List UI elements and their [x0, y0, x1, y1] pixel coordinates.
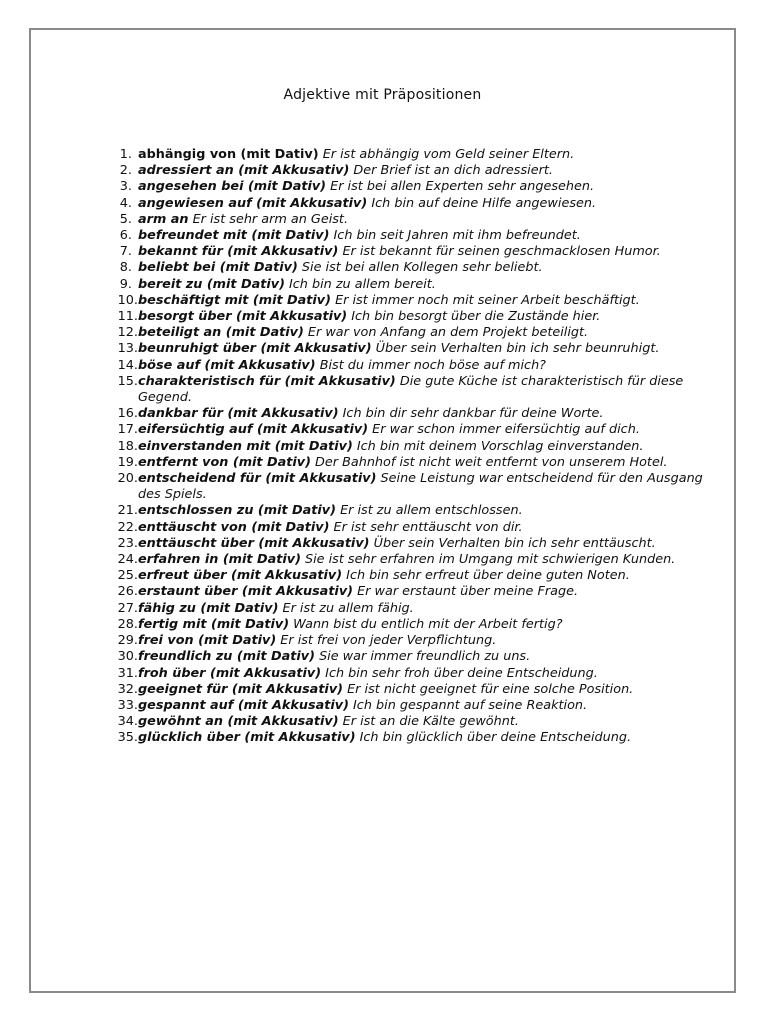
item-text — [138, 293, 710, 309]
case-label: (mit Dativ) — [274, 438, 353, 454]
list-item — [110, 293, 710, 309]
adjective-preposition: froh über — [138, 665, 206, 681]
item-number: 17. — [117, 422, 138, 438]
adjective-preposition: dankbar für — [138, 406, 223, 422]
list-item — [110, 325, 710, 341]
example-sentence: Er ist an die Kälte gewöhnt. — [342, 714, 519, 730]
adjective-preposition: fähig zu — [138, 600, 196, 616]
case-label: (mit Dativ) — [198, 633, 277, 649]
item-term — [138, 293, 331, 308]
example-sentence: Die gute Küche ist charakteristisch für diese Gegend. — [138, 373, 684, 406]
list-item — [110, 277, 710, 293]
case-label: (mit Akkusativ) — [227, 714, 339, 730]
case-label: (mit Akkusativ) — [258, 535, 370, 551]
list-item — [110, 617, 710, 633]
item-term — [138, 633, 276, 648]
example-sentence: Ich bin sehr froh über deine Entscheidung. — [325, 665, 598, 681]
case-label: (mit Akkusativ) — [260, 341, 372, 357]
case-label: (mit Akkusativ) — [227, 406, 339, 422]
item-text — [138, 196, 710, 212]
item-term — [138, 228, 329, 243]
example-sentence: Der Brief ist an dich adressiert. — [353, 163, 553, 179]
list-item — [110, 503, 710, 519]
list-item — [110, 341, 710, 357]
document-page — [29, 28, 736, 993]
item-text — [138, 714, 710, 730]
item-term — [138, 520, 329, 535]
item-text — [138, 601, 710, 617]
item-term — [138, 244, 338, 259]
item-number: 14. — [117, 357, 138, 373]
item-number: 35. — [117, 730, 138, 746]
adjective-preposition: beliebt bei — [138, 260, 216, 276]
adjective-preposition: beunruhigt über — [138, 341, 256, 357]
vocabulary-list — [110, 147, 710, 747]
item-term — [138, 471, 376, 486]
adjective-preposition: gewöhnt an — [138, 714, 223, 730]
case-label: (mit Dativ) — [206, 276, 285, 292]
item-term — [138, 439, 353, 454]
example-sentence: Er ist frei von jeder Verpflichtung. — [280, 633, 497, 649]
list-item — [110, 309, 710, 325]
case-label: (mit Akkusativ) — [244, 730, 356, 746]
item-text — [138, 179, 710, 195]
item-text — [138, 730, 710, 746]
list-item — [110, 374, 710, 406]
adjective-preposition: abhängig von — [138, 147, 237, 162]
example-sentence: Er ist sehr arm an Geist. — [192, 211, 349, 227]
case-label: (mit Akkusativ) — [227, 244, 339, 260]
item-term — [138, 617, 289, 632]
list-item — [110, 520, 710, 536]
item-text — [138, 682, 710, 698]
case-label: (mit Dativ) — [252, 292, 331, 308]
example-sentence: Sie war immer freundlich zu uns. — [319, 649, 531, 665]
item-number: 16. — [117, 406, 138, 422]
item-number: 21. — [117, 503, 138, 519]
item-text — [138, 649, 710, 665]
item-text — [138, 698, 710, 714]
page-title: Adjektive mit Präpositionen — [283, 87, 482, 103]
list-item — [110, 212, 710, 228]
adjective-preposition: fertig mit — [138, 616, 207, 632]
case-label: (mit Dativ) — [240, 147, 319, 162]
item-term — [138, 649, 315, 664]
item-text — [138, 244, 710, 260]
example-sentence: Er war von Anfang an dem Projekt beteiligt. — [307, 325, 589, 341]
item-number: 4. — [119, 195, 132, 211]
list-item — [110, 536, 710, 552]
item-text — [138, 471, 710, 503]
example-sentence: Bist du immer noch böse auf mich? — [319, 357, 546, 373]
item-term — [138, 212, 188, 227]
adjective-preposition: enttäuscht über — [138, 535, 254, 551]
case-label: (mit Dativ) — [257, 503, 336, 519]
item-number: 3. — [119, 179, 132, 195]
item-term — [138, 714, 339, 729]
adjective-preposition: glücklich über — [138, 730, 240, 746]
item-number: 15. — [117, 373, 138, 389]
adjective-preposition: böse auf — [138, 357, 201, 373]
example-sentence: Ich bin glücklich über deine Entscheidung. — [359, 730, 632, 746]
adjective-preposition: charakteristisch für — [138, 373, 281, 389]
item-term — [138, 277, 285, 292]
item-number: 12. — [117, 325, 138, 341]
case-label: (mit Dativ) — [200, 600, 279, 616]
item-number: 20. — [117, 471, 138, 487]
example-sentence: Ich bin besorgt über die Zustände hier. — [351, 309, 601, 325]
case-label: (mit Akkusativ) — [209, 665, 322, 681]
case-label: (mit Akkusativ) — [256, 422, 369, 438]
item-term — [138, 196, 367, 211]
item-number: 22. — [117, 519, 138, 535]
item-text — [138, 666, 710, 682]
item-term — [138, 455, 311, 470]
list-item — [110, 260, 710, 276]
case-label: (mit Akkusativ) — [256, 195, 368, 211]
list-item — [110, 358, 710, 374]
list-item — [110, 439, 710, 455]
example-sentence: Der Bahnhof ist nicht weit entfernt von unserem Hotel. — [315, 454, 668, 470]
adjective-preposition: angewiesen auf — [138, 195, 252, 211]
case-label: (mit Akkusativ) — [204, 357, 316, 373]
case-label: (mit Dativ) — [219, 260, 298, 276]
item-text — [138, 568, 710, 584]
item-number: 23. — [117, 535, 138, 551]
list-item — [110, 730, 710, 746]
case-label: (mit Dativ) — [232, 454, 311, 470]
example-sentence: Wann bist du entlich mit der Arbeit fertig? — [293, 616, 563, 632]
example-sentence: Er war erstaunt über meine Frage. — [357, 584, 579, 600]
item-text — [138, 633, 710, 649]
item-term — [138, 568, 342, 583]
item-number: 28. — [117, 616, 138, 632]
example-sentence: Er ist bei allen Experten sehr angesehen. — [330, 179, 595, 195]
item-text — [138, 374, 710, 406]
item-term — [138, 601, 278, 616]
adjective-preposition: frei von — [138, 633, 194, 649]
adjective-preposition: entfernt von — [138, 454, 229, 470]
example-sentence: Über sein Verhalten bin ich sehr beunruhigt. — [375, 341, 660, 357]
case-label: (mit Akkusativ) — [238, 163, 350, 179]
example-sentence: Über sein Verhalten bin ich sehr enttäuscht. — [373, 535, 656, 551]
adjective-preposition: erfreut über — [138, 568, 227, 584]
item-number: 19. — [117, 454, 138, 470]
list-item — [110, 552, 710, 568]
case-label: (mit Akkusativ) — [231, 681, 344, 697]
item-number: 30. — [117, 649, 138, 665]
example-sentence: Er ist sehr enttäuscht von dir. — [333, 519, 523, 535]
list-item — [110, 584, 710, 600]
item-number: 32. — [117, 681, 138, 697]
item-number: 24. — [117, 552, 138, 568]
item-number: 27. — [117, 600, 138, 616]
list-item — [110, 163, 710, 179]
example-sentence: Ich bin dir sehr dankbar für deine Worte. — [342, 406, 604, 422]
item-number: 5. — [119, 211, 132, 227]
list-item — [110, 422, 710, 438]
example-sentence: Er ist zu allem entschlossen. — [340, 503, 523, 519]
example-sentence: Er ist zu allem fähig. — [282, 600, 414, 616]
adjective-preposition: bereit zu — [138, 276, 203, 292]
adjective-preposition: angesehen bei — [138, 179, 244, 195]
adjective-preposition: freundlich zu — [138, 649, 233, 665]
item-term — [138, 147, 319, 162]
example-sentence: Seine Leistung war entscheidend für den Ausgang des Spiels. — [138, 471, 703, 503]
list-item — [110, 698, 710, 714]
example-sentence: Er ist immer noch mit seiner Arbeit beschäftigt. — [335, 292, 640, 308]
example-sentence: Ich bin zu allem bereit. — [289, 276, 436, 292]
item-number: 2. — [119, 163, 132, 179]
item-text — [138, 163, 710, 179]
case-label: (mit Akkusativ) — [236, 309, 348, 325]
example-sentence: Er ist nicht geeignet für eine solche Position. — [347, 681, 634, 697]
list-item — [110, 714, 710, 730]
item-term — [138, 374, 396, 389]
item-text — [138, 455, 710, 471]
item-number: 18. — [117, 438, 138, 454]
item-number: 31. — [117, 665, 138, 681]
case-label: (mit Dativ) — [225, 325, 304, 341]
item-number: 6. — [119, 228, 132, 244]
item-term — [138, 358, 316, 373]
item-term — [138, 552, 301, 567]
case-label: (mit Dativ) — [247, 179, 327, 195]
item-term — [138, 406, 339, 421]
item-term — [138, 584, 353, 599]
item-term — [138, 730, 356, 745]
item-term — [138, 309, 347, 324]
example-sentence: Sie ist bei allen Kollegen sehr beliebt. — [301, 260, 543, 276]
case-label: (mit Dativ) — [210, 616, 290, 632]
adjective-preposition: gespannt auf — [138, 697, 234, 713]
item-number: 10. — [117, 292, 138, 308]
item-term — [138, 179, 326, 194]
item-term — [138, 325, 304, 340]
example-sentence: Ich bin sehr erfreut über deine guten Noten. — [346, 568, 630, 584]
adjective-preposition: geeignet für — [138, 681, 228, 697]
adjective-preposition: besorgt über — [138, 309, 232, 325]
list-item — [110, 455, 710, 471]
list-item — [110, 244, 710, 260]
item-text — [138, 536, 710, 552]
adjective-preposition: beteiligt an — [138, 325, 222, 341]
item-text — [138, 212, 710, 228]
item-text — [138, 358, 710, 374]
case-label: (mit Akkusativ) — [284, 373, 396, 389]
item-term — [138, 666, 321, 681]
example-sentence: Er ist abhängig vom Geld seiner Eltern. — [322, 147, 575, 162]
adjective-preposition: eifersüchtig auf — [138, 422, 253, 438]
list-item — [110, 568, 710, 584]
adjective-preposition: beschäftigt mit — [138, 292, 249, 308]
item-number: 7. — [119, 244, 132, 260]
item-term — [138, 341, 372, 356]
adjective-preposition: erstaunt über — [138, 584, 238, 600]
list-item — [110, 196, 710, 212]
list-item — [110, 649, 710, 665]
case-label: (mit Akkusativ) — [237, 697, 349, 713]
item-number: 25. — [117, 568, 138, 584]
example-sentence: Sie ist sehr erfahren im Umgang mit schwierigen Kunden. — [305, 552, 676, 568]
item-text — [138, 552, 710, 568]
item-text — [138, 439, 710, 455]
example-sentence: Ich bin gespannt auf seine Reaktion. — [353, 697, 588, 713]
list-item — [110, 179, 710, 195]
case-label: (mit Dativ) — [251, 228, 330, 244]
example-sentence: Ich bin mit deinem Vorschlag einverstanden. — [356, 438, 644, 454]
case-label: (mit Dativ) — [222, 552, 301, 568]
case-label: (mit Dativ) — [236, 649, 315, 665]
list-item — [110, 406, 710, 422]
list-item — [110, 633, 710, 649]
item-number: 26. — [117, 584, 138, 600]
item-text — [138, 228, 710, 244]
item-number: 34. — [117, 714, 138, 730]
item-text — [138, 503, 710, 519]
case-label: (mit Dativ) — [251, 519, 330, 535]
example-sentence: Er ist bekannt für seinen geschmacklosen Humor. — [342, 244, 661, 260]
item-number: 1. — [119, 147, 132, 162]
list-item — [110, 471, 710, 503]
example-sentence: Er war schon immer eifersüchtig auf dich. — [372, 422, 640, 438]
item-term — [138, 260, 298, 275]
item-text — [138, 341, 710, 357]
item-text — [138, 422, 710, 438]
item-term — [138, 163, 349, 178]
case-label: (mit Akkusativ) — [230, 568, 343, 584]
item-number: 13. — [117, 341, 138, 357]
case-label: (mit Akkusativ) — [241, 584, 354, 600]
item-number: 33. — [117, 697, 138, 713]
adjective-preposition: befreundet mit — [138, 228, 247, 244]
list-item — [110, 228, 710, 244]
item-term — [138, 422, 368, 437]
item-number: 8. — [119, 260, 132, 276]
adjective-preposition: enttäuscht von — [138, 519, 247, 535]
item-number: 11. — [117, 309, 138, 325]
adjective-preposition: adressiert an — [138, 163, 234, 179]
list-item — [110, 147, 710, 163]
item-text — [138, 406, 710, 422]
list-item — [110, 666, 710, 682]
item-term — [138, 682, 343, 697]
adjective-preposition: erfahren in — [138, 552, 219, 568]
item-text — [138, 309, 710, 325]
adjective-preposition: entschlossen zu — [138, 503, 254, 519]
example-sentence: Ich bin seit Jahren mit ihm befreundet. — [333, 228, 581, 244]
list-item — [110, 682, 710, 698]
item-text — [138, 520, 710, 536]
item-text — [138, 325, 710, 341]
item-term — [138, 698, 349, 713]
item-term — [138, 536, 370, 551]
list-item — [110, 601, 710, 617]
item-text — [138, 277, 710, 293]
adjective-preposition: arm an — [138, 211, 189, 227]
item-number: 29. — [117, 633, 138, 649]
item-text — [138, 260, 710, 276]
item-text — [138, 584, 710, 600]
item-text — [138, 617, 710, 633]
example-sentence: Ich bin auf deine Hilfe angewiesen. — [371, 195, 597, 211]
item-text — [138, 147, 710, 163]
adjective-preposition: bekannt für — [138, 244, 223, 260]
adjective-preposition: einverstanden mit — [138, 438, 271, 454]
item-number: 9. — [119, 276, 132, 292]
item-term — [138, 503, 336, 518]
case-label: (mit Akkusativ) — [265, 471, 377, 487]
adjective-preposition: entscheidend für — [138, 471, 261, 487]
